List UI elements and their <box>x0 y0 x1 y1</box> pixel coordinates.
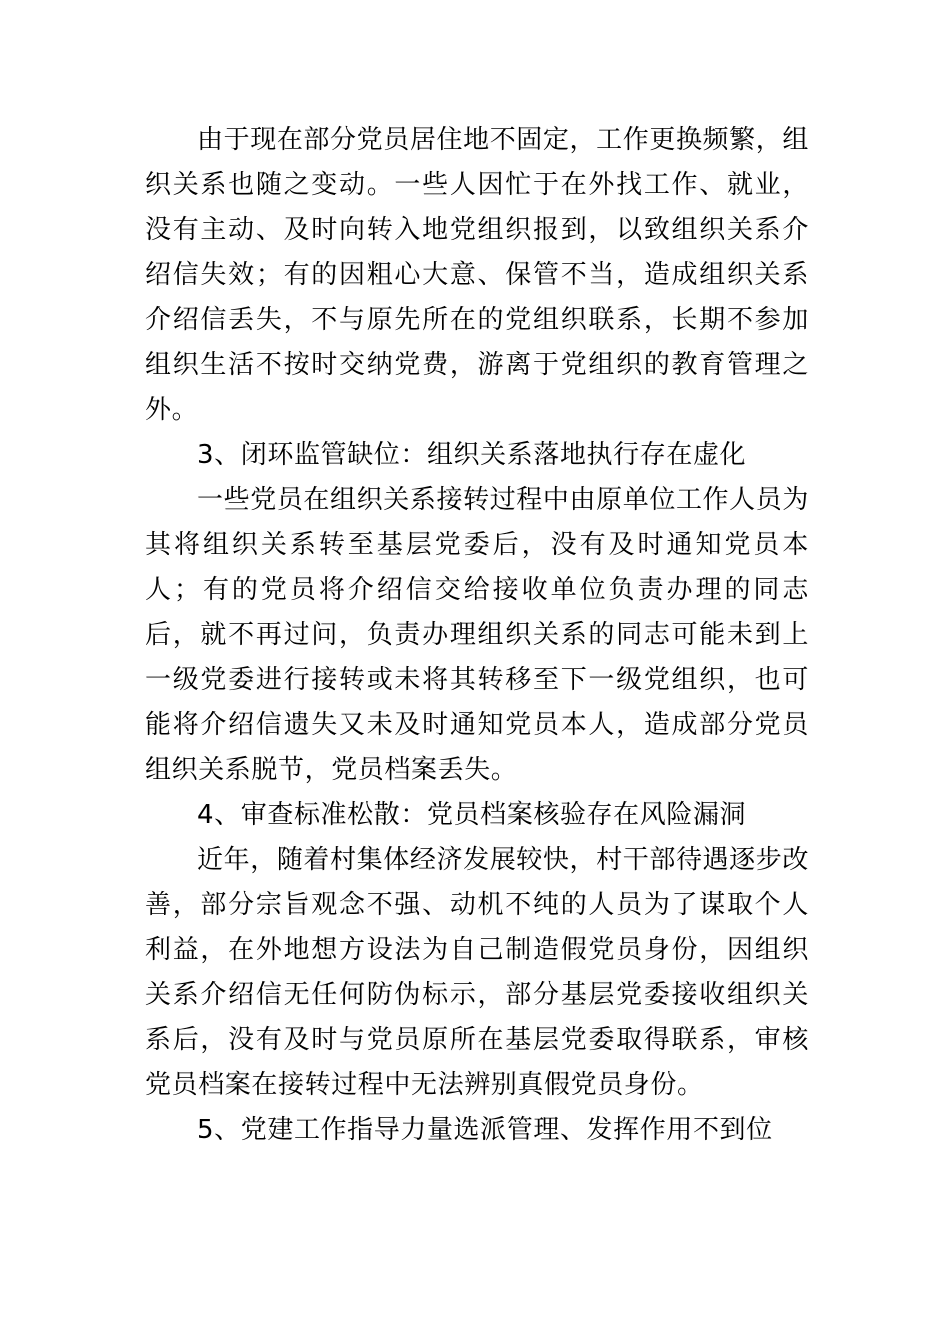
paragraph-body-1: 由于现在部分党员居住地不固定，工作更换频繁，组织关系也随之变动。一些人因忙于在外找工作、就业，没有主动、及时向转入地党组织报到，以致组织关系介绍信失效；有的因粗心大意、保管不当，造成组织关系介绍信丢失，不与原先所在的党组织联系，长期不参加组织生活不按时交纳党费，游离于党组织的教育管理之外。 <box>145 125 809 425</box>
section-heading-5: 5、党建工作指导力量选派管理、发挥作用不到位 <box>197 1115 773 1145</box>
paragraph-body-3: 近年，随着村集体经济发展较快，村干部待遇逐步改善，部分宗旨观念不强、动机不纯的人员为了谋取个人利益，在外地想方设法为自己制造假党员身份，因组织关系介绍信无任何防伪标示，部分基层党委接收组织关系后，没有及时与党员原所在基层党委取得联系，审核党员档案在接转过程中无法辨别真假党员身份。 <box>145 845 809 1100</box>
document-body <box>145 118 809 1153</box>
section-heading-3: 3、闭环监管缺位：组织关系落地执行存在虚化 <box>197 440 747 470</box>
paragraph-body-2: 一些党员在组织关系接转过程中由原单位工作人员为其将组织关系转至基层党委后，没有及时通知党员本人；有的党员将介绍信交给接收单位负责办理的同志后，就不再过问，负责办理组织关系的同志可能未到上一级党委进行接转或未将其转移至下一级党组织，也可能将介绍信遗失又未及时通知党员本人，造成部分党员组织关系脱节，党员档案丢失。 <box>145 485 809 785</box>
section-heading-4: 4、审查标准松散：党员档案核验存在风险漏洞 <box>197 800 747 830</box>
